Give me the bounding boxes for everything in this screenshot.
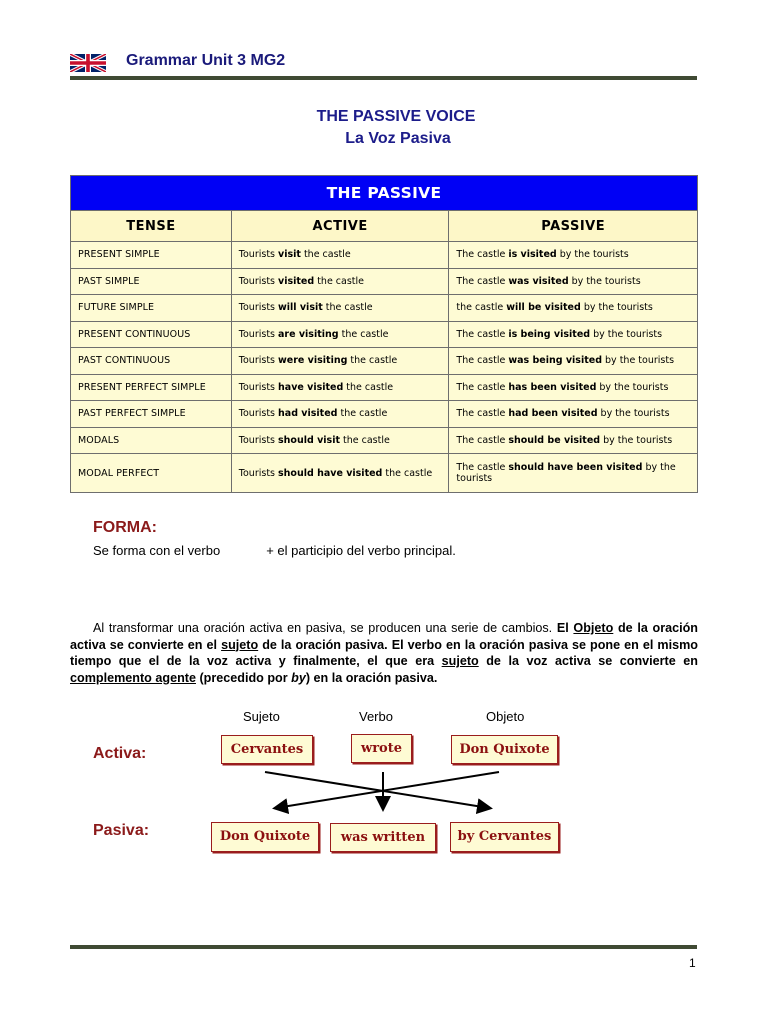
para-part: de la voz activa se convierte en <box>478 654 698 668</box>
passive-text: by the tourists <box>568 275 641 287</box>
active-text: Tourists <box>238 408 279 420</box>
active-verb: will visit <box>278 302 323 314</box>
active-text: Tourists <box>238 302 279 314</box>
active-text: the castle <box>338 328 389 340</box>
tense-cell: FUTURE SIMPLE <box>71 295 232 322</box>
pasiva-label: Pasiva: <box>93 822 150 839</box>
active-verb: were visiting <box>278 355 348 367</box>
passive-text: by the tourists <box>602 355 675 367</box>
active-verb: visited <box>278 275 315 287</box>
active-text: the castle <box>314 275 365 287</box>
unit-title: Grammar Unit 3 MG2 <box>126 52 286 69</box>
active-verb: had visited <box>278 408 338 420</box>
tense-cell: PRESENT SIMPLE <box>71 242 232 269</box>
para-part: complemento agente <box>70 670 196 685</box>
active-text: the castle <box>347 355 398 367</box>
passive-text: by the tourists <box>556 249 629 261</box>
object-to-subject-arrow <box>276 772 499 808</box>
active-text: the castle <box>343 381 394 393</box>
passive-verb: was visited <box>508 275 569 287</box>
passive-text: The castle <box>456 408 509 420</box>
active-text: Tourists <box>238 328 279 340</box>
forma-heading: FORMA: <box>93 519 157 536</box>
active-text: the castle <box>322 302 373 314</box>
para-part: Objeto <box>573 621 614 635</box>
tense-cell: PAST SIMPLE <box>71 268 232 295</box>
passive-verb: should be visited <box>508 434 601 446</box>
passive-text: by the tourists <box>600 434 673 446</box>
passive-text: by the tourists <box>590 328 663 340</box>
passive-text: The castle <box>456 328 509 340</box>
forma-text-left: Se forma con el verbo <box>93 543 221 558</box>
active-text: Tourists <box>238 275 279 287</box>
col-header-active: ACTIVE <box>231 211 449 242</box>
label-sujeto: Sujeto <box>243 709 280 724</box>
passive-verb: should have been visited <box>508 462 643 473</box>
active-verb: should have visited <box>278 467 383 479</box>
active-verb: are visiting <box>278 328 339 340</box>
page-title: THE PASSIVE VOICE <box>316 108 476 125</box>
passive-text: by the tourists <box>597 408 670 420</box>
tense-cell: PRESENT CONTINUOUS <box>71 321 232 348</box>
tense-cell: MODALS <box>71 427 232 454</box>
active-text: Tourists <box>238 249 279 261</box>
table-banner: THE PASSIVE <box>71 176 698 211</box>
para-part: El <box>556 621 574 635</box>
tense-cell: PAST PERFECT SIMPLE <box>71 401 232 428</box>
para-part: sujeto <box>441 654 479 668</box>
passive-verb: is being visited <box>508 328 591 340</box>
passive-text: The castle <box>456 275 509 287</box>
passive-text: The castle <box>456 355 509 367</box>
pasiva-subject-box: Don Quixote <box>211 822 319 852</box>
pasiva-agent-box: by Cervantes <box>450 822 559 852</box>
passive-verb: will be visited <box>506 302 581 314</box>
para-part: ) en la oración pasiva. <box>305 670 438 685</box>
label-verbo: Verbo <box>359 709 393 724</box>
active-verb: have visited <box>278 381 344 393</box>
col-header-tense: TENSE <box>71 211 232 242</box>
activa-object-box: Don Quixote <box>451 735 558 764</box>
para-part: sujeto <box>221 637 259 652</box>
label-objeto: Objeto <box>486 709 525 724</box>
activa-subject-box: Cervantes <box>221 735 313 764</box>
passive-text: by the tourists <box>456 462 676 484</box>
active-verb: visit <box>278 249 301 261</box>
passive-text: The castle <box>456 381 509 393</box>
para-part: (precedido por <box>195 670 292 685</box>
active-text: Tourists <box>238 467 279 479</box>
passive-verb: is visited <box>508 249 557 261</box>
active-text: the castle <box>337 408 388 420</box>
subject-to-agent-arrow <box>265 772 489 808</box>
passive-verb: had been visited <box>508 408 598 420</box>
footer-rule <box>70 945 697 949</box>
active-text: the castle <box>300 249 351 261</box>
page-subtitle: La Voz Pasiva <box>345 130 451 147</box>
col-header-passive: PASSIVE <box>449 211 698 242</box>
para-part: by <box>291 670 306 685</box>
para-part: Al transformar una oración activa en pasiva, se producen una serie de cambios. <box>93 621 557 635</box>
active-text: the castle <box>340 434 390 446</box>
active-verb: should visit <box>278 434 340 446</box>
para-part: de la oración pasiva. El verbo en la oración pasiva se pone en el mismo tiempo que el de la voz activa y finalmente, el que era <box>70 637 698 668</box>
passive-text: by the tourists <box>580 302 653 314</box>
active-text: Tourists <box>238 355 279 367</box>
activa-label: Activa: <box>93 745 147 762</box>
passive-text: The castle <box>456 434 509 446</box>
forma-text-right: + el participio del verbo principal. <box>266 543 456 558</box>
passive-text: by the tourists <box>596 381 669 393</box>
passive-verb: has been visited <box>508 381 597 393</box>
pasiva-verb-box: was written <box>330 823 436 852</box>
tense-cell: PRESENT PERFECT SIMPLE <box>71 374 232 401</box>
activa-verb-box: wrote <box>351 734 412 763</box>
active-text: the castle <box>382 467 433 479</box>
active-text: Tourists <box>238 434 279 446</box>
para-part: de la oración activa se convierte en el <box>70 621 698 652</box>
passive-text: The castle <box>456 249 509 261</box>
page-number: 1 <box>689 956 696 970</box>
tense-cell: PAST CONTINUOUS <box>71 348 232 375</box>
active-text: Tourists <box>238 381 279 393</box>
passive-verb: was being visited <box>508 355 602 367</box>
passive-text: the castle <box>456 302 507 314</box>
passive-text: The castle <box>456 462 509 473</box>
tense-cell: MODAL PERFECT <box>71 454 232 493</box>
